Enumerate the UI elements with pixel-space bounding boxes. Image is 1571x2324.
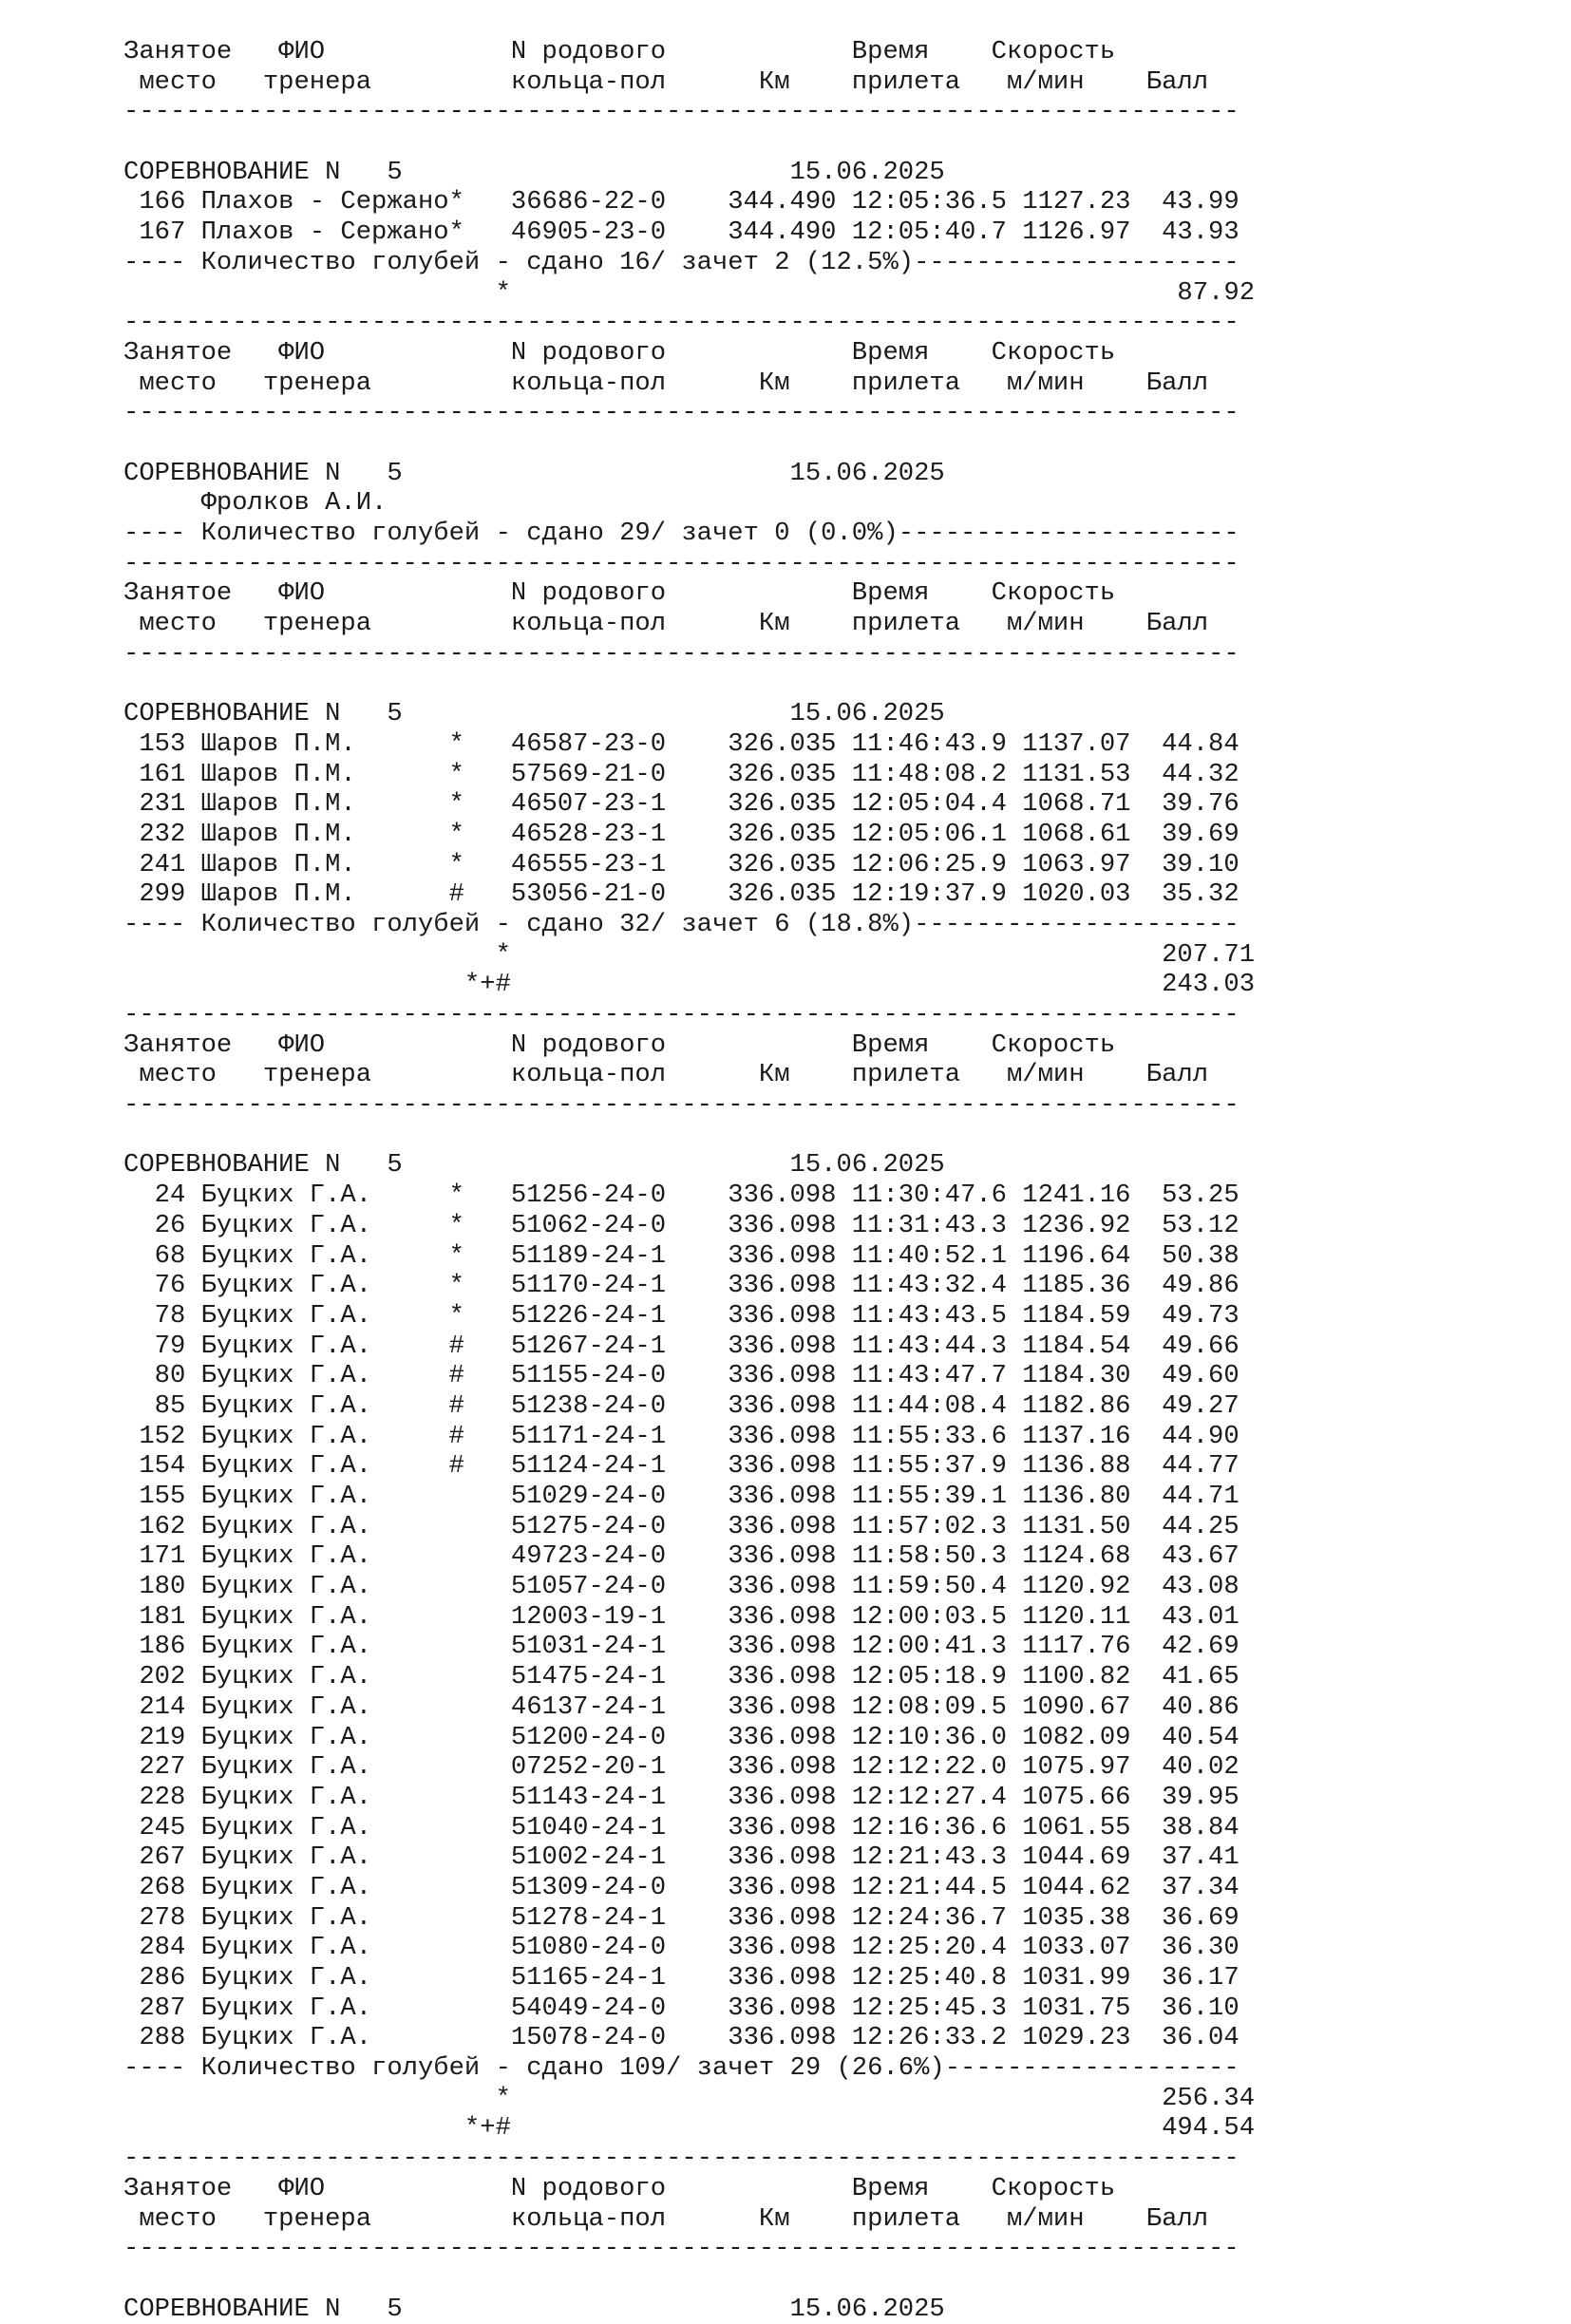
- table-row: 186 Буцких Г.А. 51031-24-1 336.098 12:00:41.3 1117.76 42.69: [123, 1632, 1240, 1662]
- summary-line: ---- Количество голубей - сдано 32/ зачет 6 (18.8%)---------------------: [123, 909, 1240, 939]
- column-header: Занятое ФИО N родового Время Скорость: [123, 2173, 1116, 2203]
- column-header: место тренера кольца-пол Км прилета м/мин Балл: [123, 1060, 1209, 1090]
- separator-line: ------------------------------------------------------------------------: [123, 398, 1240, 428]
- table-row: 267 Буцких Г.А. 51002-24-1 336.098 12:21:43.3 1044.69 37.41: [123, 1842, 1240, 1873]
- summary-line: ---- Количество голубей - сдано 109/ зачет 29 (26.6%)-------------------: [123, 2053, 1240, 2084]
- table-row: 219 Буцких Г.А. 51200-24-0 336.098 12:10:36.0 1082.09 40.54: [123, 1722, 1240, 1752]
- blank-line: [123, 127, 1255, 158]
- separator-line: ------------------------------------------------------------------------: [123, 548, 1240, 578]
- total-line: * 87.92: [123, 277, 1256, 308]
- table-row: 284 Буцких Г.А. 51080-24-0 336.098 12:25:20.4 1033.07 36.30: [123, 1933, 1240, 1963]
- column-header: Занятое ФИО N родового Время Скорость: [123, 37, 1116, 66]
- separator-line: ------------------------------------------------------------------------: [123, 2234, 1240, 2264]
- separator-line: ------------------------------------------------------------------------: [123, 97, 1240, 127]
- results-report: [123, 37, 1255, 2324]
- table-row: 286 Буцких Г.А. 51165-24-1 336.098 12:25:40.8 1031.99 36.17: [123, 1963, 1240, 1993]
- table-row: 278 Буцких Г.А. 51278-24-1 336.098 12:24:36.7 1035.38 36.69: [123, 1902, 1240, 1933]
- competition-header: СОРЕВНОВАНИЕ N 5 15.06.2025: [123, 1150, 945, 1181]
- table-row: 241 Шаров П.М. * 46555-23-1 326.035 12:06:25.9 1063.97 39.10: [123, 849, 1240, 879]
- table-row: 171 Буцких Г.А. 49723-24-0 336.098 11:58:50.3 1124.68 43.67: [123, 1541, 1240, 1572]
- summary-line: ---- Количество голубей - сдано 29/ зачет 0 (0.0%)----------------------: [123, 519, 1240, 548]
- total-line: * 256.34: [123, 2083, 1256, 2113]
- column-header: место тренера кольца-пол Км прилета м/мин Балл: [123, 2203, 1209, 2234]
- column-header: Занятое ФИО N родового Время Скорость: [123, 578, 1116, 609]
- blank-line: [123, 1121, 1255, 1151]
- separator-line: ------------------------------------------------------------------------: [123, 1090, 1240, 1121]
- total-line: *+# 243.03: [123, 970, 1256, 1000]
- competition-header: СОРЕВНОВАНИЕ N 5 15.06.2025: [123, 699, 945, 729]
- table-row: 214 Буцких Г.А. 46137-24-1 336.098 12:08:09.5 1090.67 40.86: [123, 1691, 1240, 1722]
- table-row: 202 Буцких Г.А. 51475-24-1 336.098 12:05:18.9 1100.82 41.65: [123, 1662, 1240, 1692]
- table-row: 268 Буцких Г.А. 51309-24-0 336.098 12:21:44.5 1044.62 37.34: [123, 1872, 1240, 1902]
- table-row: 232 Шаров П.М. * 46528-23-1 326.035 12:05:06.1 1068.61 39.69: [123, 819, 1240, 849]
- separator-line: ------------------------------------------------------------------------: [123, 638, 1240, 669]
- total-line: *+# 494.54: [123, 2113, 1256, 2144]
- table-row: 153 Шаров П.М. * 46587-23-0 326.035 11:46:43.9 1137.07 44.84: [123, 728, 1240, 759]
- table-row: 26 Буцких Г.А. * 51062-24-0 336.098 11:31:43.3 1236.92 53.12: [123, 1210, 1240, 1240]
- separator-line: ------------------------------------------------------------------------: [123, 1000, 1240, 1030]
- total-line: * 207.71: [123, 939, 1256, 970]
- table-row: 78 Буцких Г.А. * 51226-24-1 336.098 11:43:43.5 1184.59 49.73: [123, 1300, 1240, 1331]
- table-row: 155 Буцких Г.А. 51029-24-0 336.098 11:55:39.1 1136.80 44.71: [123, 1482, 1240, 1511]
- table-row: 167 Плахов - Сержано* 46905-23-0 344.490 12:05:40.7 1126.97 43.93: [123, 217, 1240, 248]
- table-row: 161 Шаров П.М. * 57569-21-0 326.035 11:48:08.2 1131.53 44.32: [123, 759, 1240, 789]
- table-row: 154 Буцких Г.А. # 51124-24-1 336.098 11:55:37.9 1136.88 44.77: [123, 1451, 1240, 1482]
- competition-header: СОРЕВНОВАНИЕ N 5 15.06.2025: [123, 2294, 945, 2324]
- table-row: 180 Буцких Г.А. 51057-24-0 336.098 11:59:50.4 1120.92 43.08: [123, 1572, 1240, 1602]
- blank-line: [123, 428, 1255, 459]
- column-header: место тренера кольца-пол Км прилета м/мин Балл: [123, 609, 1209, 639]
- separator-line: ------------------------------------------------------------------------: [123, 308, 1240, 338]
- table-row: 181 Буцких Г.А. 12003-19-1 336.098 12:00:03.5 1120.11 43.01: [123, 1601, 1240, 1632]
- table-row: 76 Буцких Г.А. * 51170-24-1 336.098 11:43:32.4 1185.36 49.86: [123, 1271, 1240, 1301]
- column-header: Занятое ФИО N родового Время Скорость: [123, 337, 1116, 368]
- column-header: место тренера кольца-пол Км прилета м/мин Балл: [123, 368, 1209, 398]
- column-header: Занятое ФИО N родового Время Скорость: [123, 1030, 1116, 1060]
- table-row: 231 Шаров П.М. * 46507-23-1 326.035 12:05:04.4 1068.71 39.76: [123, 789, 1240, 820]
- competition-header: СОРЕВНОВАНИЕ N 5 15.06.2025: [123, 458, 945, 488]
- table-row: 245 Буцких Г.А. 51040-24-1 336.098 12:16:36.6 1061.55 38.84: [123, 1812, 1240, 1842]
- table-row: 228 Буцких Г.А. 51143-24-1 336.098 12:12:27.4 1075.66 39.95: [123, 1782, 1240, 1812]
- table-row: 162 Буцких Г.А. 51275-24-0 336.098 11:57:02.3 1131.50 44.25: [123, 1511, 1240, 1541]
- table-row: 79 Буцких Г.А. # 51267-24-1 336.098 11:43:44.3 1184.54 49.66: [123, 1331, 1240, 1361]
- table-row: 24 Буцких Г.А. * 51256-24-0 336.098 11:30:47.6 1241.16 53.25: [123, 1181, 1240, 1211]
- table-row: 152 Буцких Г.А. # 51171-24-1 336.098 11:55:33.6 1137.16 44.90: [123, 1421, 1240, 1451]
- table-row: 80 Буцких Г.А. # 51155-24-0 336.098 11:43:47.7 1184.30 49.60: [123, 1361, 1240, 1391]
- separator-line: ------------------------------------------------------------------------: [123, 2144, 1240, 2174]
- table-row: 288 Буцких Г.А. 15078-24-0 336.098 12:26:33.2 1029.23 36.04: [123, 2023, 1240, 2053]
- table-row: 287 Буцких Г.А. 54049-24-0 336.098 12:25:45.3 1031.75 36.10: [123, 1993, 1240, 2023]
- blank-line: [123, 2264, 1255, 2295]
- column-header: место тренера кольца-пол Км прилета м/мин Балл: [123, 66, 1209, 97]
- table-row: 299 Шаров П.М. # 53056-21-0 326.035 12:19:37.9 1020.03 35.32: [123, 879, 1240, 910]
- table-row: 85 Буцких Г.А. # 51238-24-0 336.098 11:44:08.4 1182.86 49.27: [123, 1390, 1240, 1421]
- table-row: 166 Плахов - Сержано* 36686-22-0 344.490 12:05:36.5 1127.23 43.99: [123, 187, 1240, 217]
- table-row: 227 Буцких Г.А. 07252-20-1 336.098 12:12:22.0 1075.97 40.02: [123, 1752, 1240, 1783]
- competition-header: СОРЕВНОВАНИЕ N 5 15.06.2025: [123, 157, 945, 187]
- report-line: Фролков А.И.: [123, 488, 388, 519]
- blank-line: [123, 669, 1255, 699]
- summary-line: ---- Количество голубей - сдано 16/ зачет 2 (12.5%)---------------------: [123, 247, 1240, 277]
- table-row: 68 Буцких Г.А. * 51189-24-1 336.098 11:40:52.1 1196.64 50.38: [123, 1240, 1240, 1271]
